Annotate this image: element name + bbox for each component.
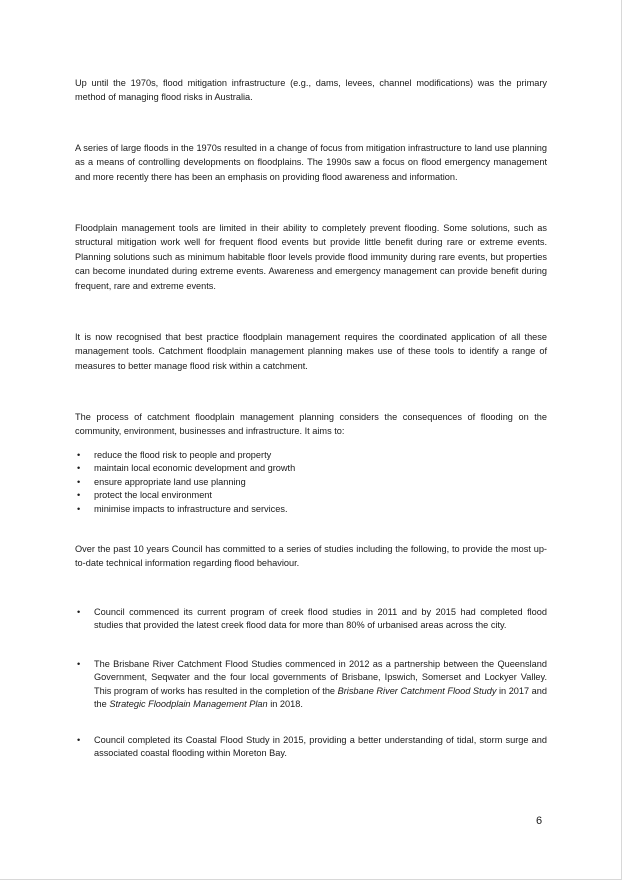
study-title: Brisbane River Catchment Flood Study — [337, 685, 497, 696]
study-text: in 2018. — [267, 699, 303, 710]
aims-list — [75, 449, 547, 516]
bullet-icon: • — [77, 735, 81, 745]
bullet-icon: • — [77, 607, 81, 617]
study-text: Council commenced its current program of creek flood studies in 2011 and by 2015 had completed flood studies that provided the latest creek flood data for more than 80% of urbanised areas across the city. — [94, 607, 547, 631]
paragraph-1970s-floods: A series of large floods in the 1970s resulted in a change of focus from mitigation infrastructure to land use planning as a means of controlling developments on floodplains. The 1990s saw a focus on flood emergency management and more recently there has been an emphasis on providing flood awareness and information. — [75, 143, 547, 182]
list-item: • protect the local environment — [75, 489, 547, 502]
paragraph-planning-process: The process of catchment floodplain management planning considers the consequences of flooding on the community, environment, businesses and infrastructure. It aims to: — [75, 412, 547, 437]
list-item: • maintain local economic development and growth — [75, 462, 547, 475]
list-item: • reduce the flood risk to people and property — [75, 449, 547, 462]
paragraph-studies-intro: Over the past 10 years Council has committed to a series of studies including the following, to provide the most up-to-date technical information regarding flood behaviour. — [75, 544, 547, 569]
bullet-icon: • — [77, 659, 81, 669]
study-title: Strategic Floodplain Management Plan — [109, 699, 268, 710]
study-brisbane-river — [75, 658, 547, 712]
study-text: in 2017 and the — [94, 685, 548, 710]
list-item: • ensure appropriate land use planning — [75, 476, 547, 489]
list-item: • minimise impacts to infrastructure and services. — [75, 503, 547, 516]
study-text: Council completed its Coastal Flood Study in 2015, providing a better understanding of tidal, storm surge and associated coastal flooding within Moreton Bay. — [94, 735, 547, 759]
paragraph-best-practice: It is now recognised that best practice floodplain management requires the coordinated application of all these management tools. Catchment floodplain management planning makes use of these tools to identify a range of measures to better manage flood risk within a catchment. — [75, 332, 547, 371]
paragraph-history: Up until the 1970s, flood mitigation infrastructure (e.g., dams, levees, channel modifications) was the primary method of managing flood risks in Australia. — [75, 78, 547, 103]
study-coastal-flood — [75, 734, 547, 761]
page-number: 6 — [536, 815, 543, 827]
paragraph-management-tools: Floodplain management tools are limited in their ability to completely prevent flooding. Some solutions, such as structural mitigation work well for frequent flood events but provide little benefit during rare or extreme events. Planning solutions such as minimum habitable floor levels provide flood immunity during rare events, but properties can become inundated during extreme events. Awareness and emergency management can provide benefit during frequent, rare and extreme events. — [75, 223, 547, 291]
study-creek-flood — [75, 606, 547, 633]
study-text: The Brisbane River Catchment Flood Studies commenced in 2012 as a partnership between the Queensland Government, Seqwater and the four local governments of Brisbane, Ipswich, Somerset and Lockyer Valley. This program of works has resulted in the completion of the — [94, 659, 547, 696]
